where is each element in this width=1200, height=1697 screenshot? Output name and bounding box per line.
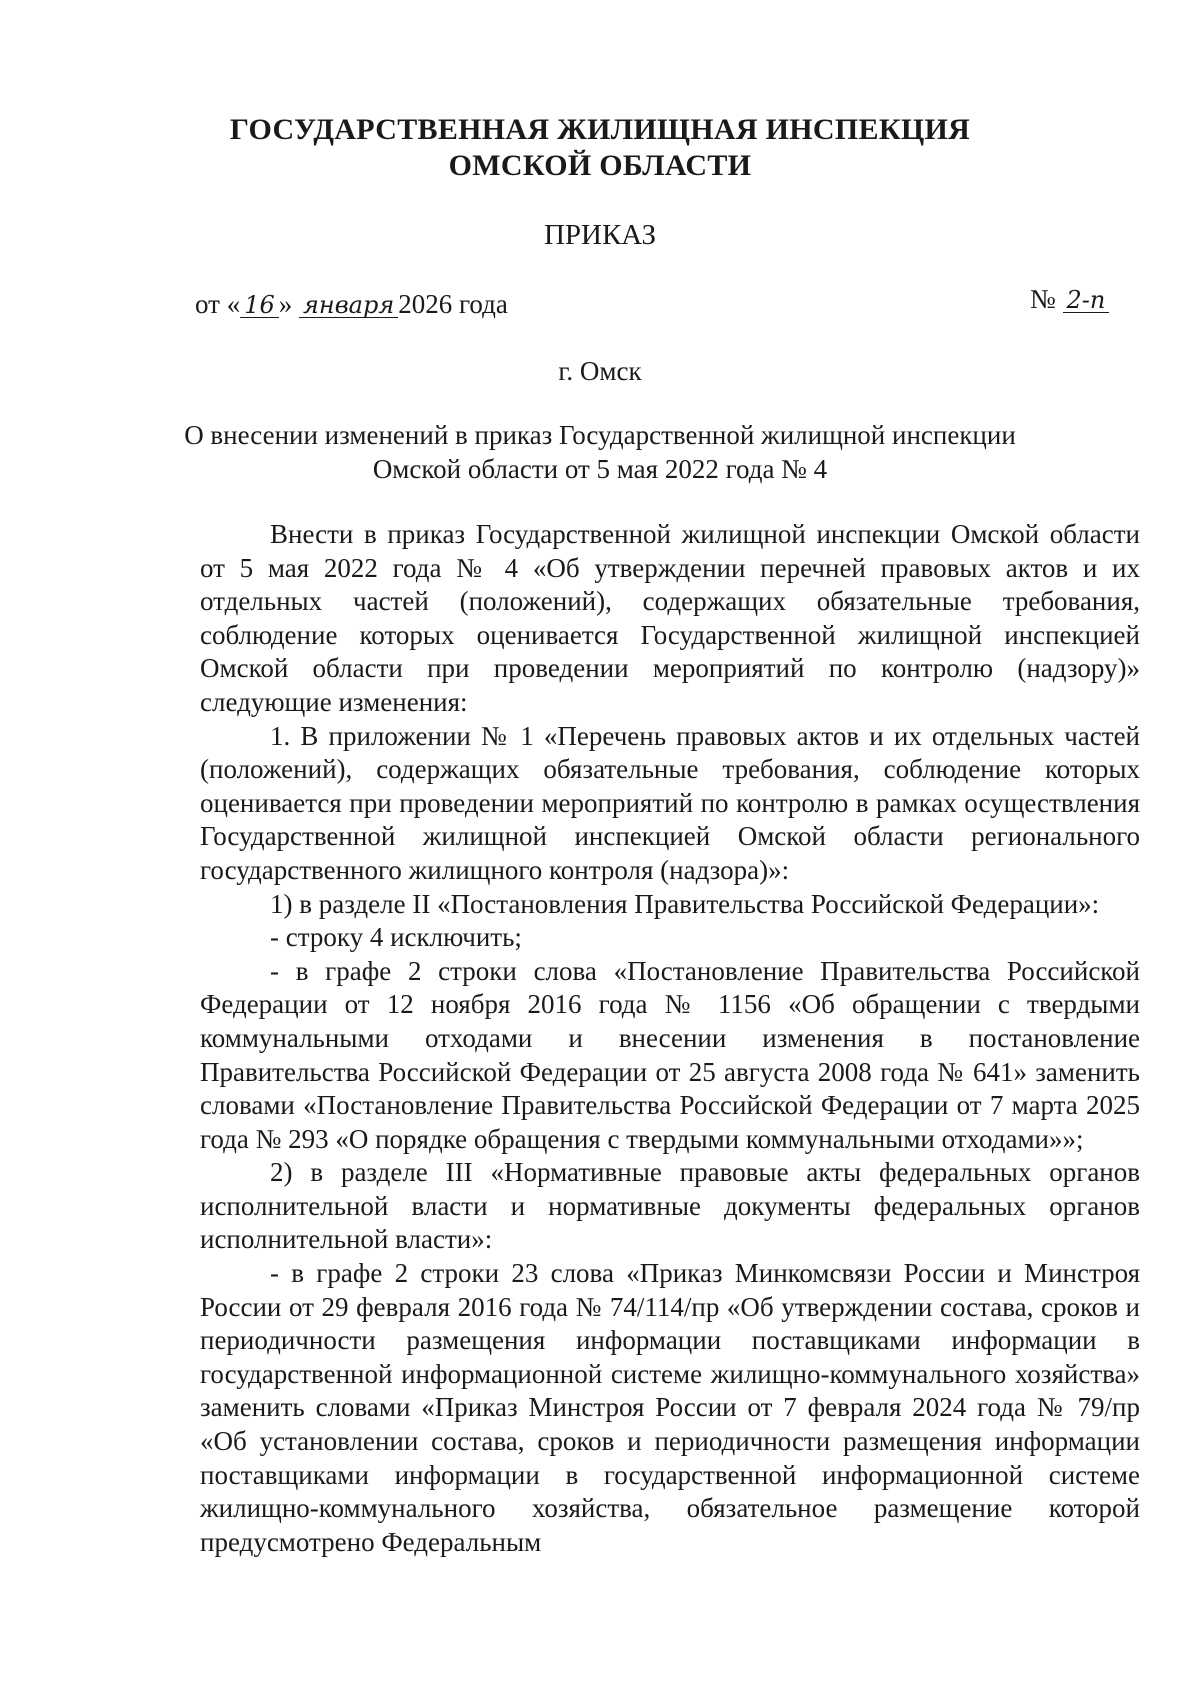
- date-month-handwritten: января: [299, 293, 398, 318]
- organization-header: [0, 112, 1200, 184]
- document-date: [195, 288, 508, 320]
- subject-line1: О внесении изменений в приказ Государственной жилищной инспекции: [184, 420, 1016, 450]
- body-item-1-1: 1) в разделе II «Постановления Правительства Российской Федерации»:: [270, 888, 1100, 919]
- body-intro-paragraph: Внести в приказ Государственной жилищной инспекции Омской области от 5 мая 2022 года № 4 «Об утверждении перечней правовых актов и их отдельных частей (положений), содержащих обязательные требования, соблюдение которых оценивается Государственной жилищной инспекцией Омской области при проведении мероприятий по контролю (надзору)» следующие изменения:: [200, 519, 1140, 717]
- organization-name-line2: ОМСКОЙ ОБЛАСТИ: [448, 149, 752, 182]
- organization-name-line1: ГОСУДАРСТВЕННАЯ ЖИЛИЩНАЯ ИНСПЕКЦИЯ: [229, 113, 971, 146]
- document-number: [1030, 283, 1109, 315]
- document-type: ПРИКАЗ: [543, 219, 657, 251]
- date-mid: »: [278, 289, 293, 319]
- number-prefix: №: [1030, 284, 1056, 314]
- date-suffix: 2026 года: [398, 289, 508, 319]
- body-item-1-1-a: - строку 4 исключить;: [270, 922, 522, 953]
- document-body: [200, 518, 1140, 1559]
- body-item-1-2: 2) в разделе III «Нормативные правовые акты федеральных органов исполнительной власти и нормативные документы федеральных органов исполнительной власти»:: [200, 1157, 1140, 1255]
- body-item-1: 1. В приложении № 1 «Перечень правовых актов и их отдельных частей (положений), содержащих обязательные требования, соблюдение которых оценивается при проведении мероприятий по контролю в рамках осуществления Государственной жилищной инспекцией Омской области регионального государственного жилищного контроля (надзора)»:: [200, 720, 1140, 885]
- subject-line2: Омской области от 5 мая 2022 года № 4: [372, 454, 828, 484]
- body-item-1-1-b: - в графе 2 строки слова «Постановление Правительства Российской Федерации от 12 ноября 2016 года № 1156 «Об обращении с твердыми коммунальными отходами и внесении изменения в постановление Правительства Российской Федерации от 25 августа 2008 года № 641» заменить словами «Постановление Правительства Российской Федерации от 7 марта 2025 года № 293 «О порядке обращения с твердыми коммунальными отходами»»;: [200, 955, 1140, 1154]
- document-subject: [0, 418, 1200, 486]
- number-value-handwritten: 2-п: [1063, 288, 1110, 313]
- body-item-1-2-a: - в графе 2 строки 23 слова «Приказ Минкомсвязи России и Минстроя России от 29 февраля 2016 года № 74/114/пр «Об утверждении состава, сроков и периодичности размещения информации поставщиками информации в государственной информационной системе жилищно-коммунального хозяйства» заменить словами «Приказ Минстроя России от 7 февраля 2024 года № 79/пр «Об установлении состава, сроков и периодичности размещения информации поставщиками информации в государственной информационной системе жилищно-коммунального хозяйства, обязательное размещение которой предусмотрено Федеральным: [200, 1258, 1140, 1557]
- date-prefix: от «: [195, 289, 241, 319]
- date-day-handwritten: 16: [240, 293, 279, 318]
- document-city: г. Омск: [558, 356, 642, 386]
